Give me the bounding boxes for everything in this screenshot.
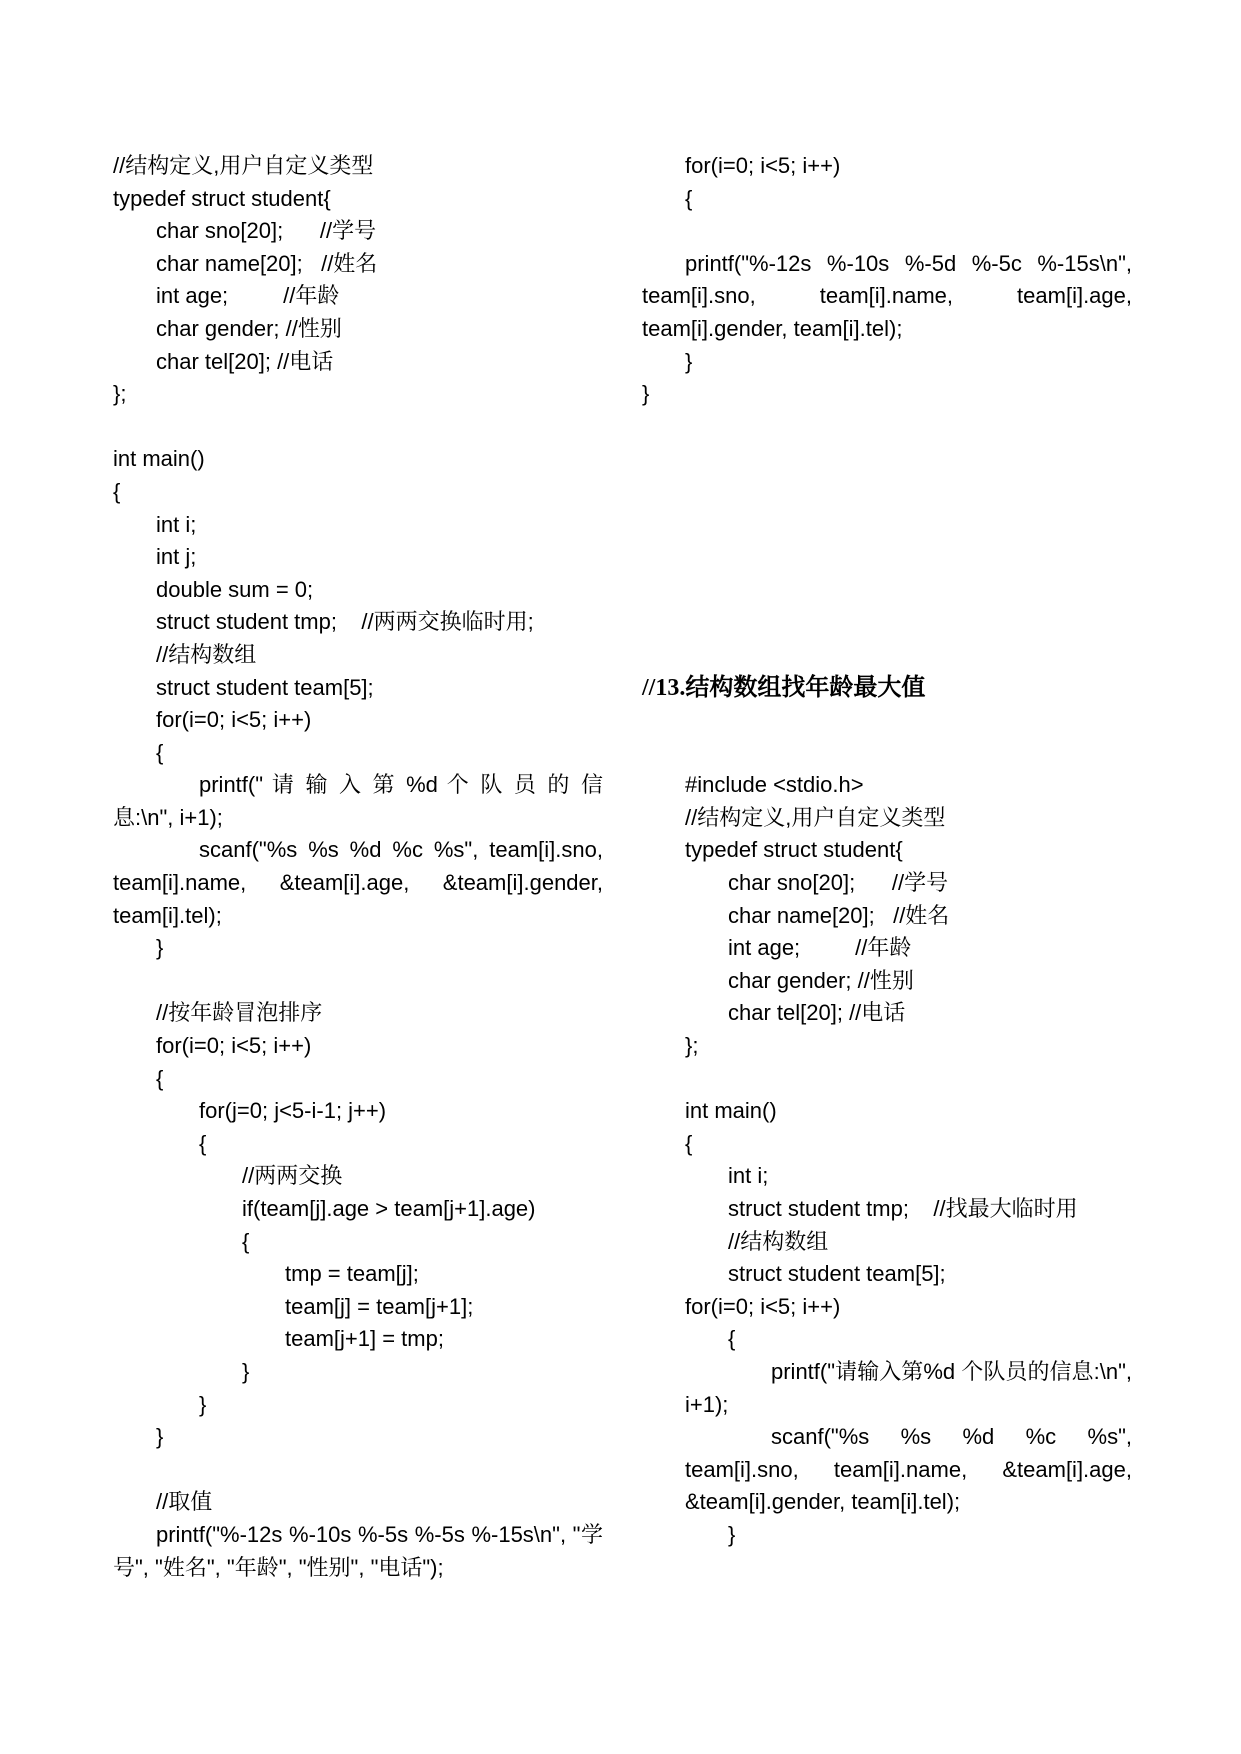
code-line: //按年龄冒泡排序	[156, 1000, 323, 1026]
code-line: printf(" 请 输 入 第 %d 个 队 员 的 信息:\n", i+1);	[113, 772, 603, 830]
code-line: {	[685, 185, 693, 211]
code-line: {	[685, 1130, 693, 1156]
code-line: team[j+1] = tmp;	[285, 1326, 444, 1352]
code-line: //结构定义,用户自定义类型	[113, 153, 374, 178]
blank-line	[642, 1063, 1132, 1096]
code-line: double sum = 0;	[156, 576, 314, 602]
code-line: int age; //年龄	[156, 283, 340, 309]
code-line: char sno[20]; //学号	[728, 870, 949, 896]
code-line: struct student tmp; //找最大临时用	[728, 1196, 1078, 1221]
code-line: int i;	[728, 1163, 769, 1189]
code-line: char name[20]; //姓名	[728, 902, 950, 928]
code-line: //取值	[156, 1489, 213, 1515]
blank-line	[642, 509, 1132, 542]
blank-line	[642, 574, 1132, 607]
code-line: char tel[20]; //电话	[728, 1000, 906, 1026]
code-line: char sno[20]; //学号	[156, 218, 377, 244]
code-line: struct student tmp; //两两交换临时用;	[156, 609, 534, 635]
code-line: char gender; //性别	[728, 967, 914, 993]
code-line: scanf("%s %s %d %c %s", team[i].sno, team[i].name, &team[i].age, &team[i].gender, team[i].tel);	[685, 1424, 1132, 1515]
code-line: {	[728, 1326, 736, 1352]
blank-line	[113, 965, 603, 998]
blank-line	[113, 1454, 603, 1487]
section-heading: //13.结构数组找年龄最大值	[642, 674, 926, 701]
blank-line	[642, 215, 1132, 248]
code-line: //结构数组	[728, 1228, 829, 1254]
code-line: {	[242, 1228, 250, 1254]
code-line: for(i=0; i<5; i++)	[156, 1033, 312, 1059]
code-line: team[j] = team[j+1];	[285, 1293, 474, 1319]
code-line: if(team[j].age > team[j+1].age)	[242, 1196, 536, 1221]
blank-line	[642, 541, 1132, 574]
code-line: struct student team[5];	[728, 1261, 946, 1287]
blank-line	[113, 411, 603, 444]
blank-line	[642, 443, 1132, 476]
code-line: }	[156, 935, 164, 961]
blank-line	[642, 704, 1132, 737]
code-line: scanf("%s %s %d %c %s", team[i].sno, team[i].name, &team[i].age, &team[i].gender, team[i].tel);	[113, 837, 603, 928]
code-line: char name[20]; //姓名	[156, 250, 378, 276]
code-line: }	[199, 1391, 207, 1417]
code-line: for(i=0; i<5; i++)	[685, 153, 841, 178]
code-line: }	[685, 348, 693, 374]
right-code-column	[642, 150, 1132, 1552]
code-line: {	[156, 1065, 164, 1091]
code-line: //结构定义,用户自定义类型	[685, 804, 946, 830]
blank-line	[642, 639, 1132, 672]
code-line: int age; //年龄	[728, 935, 912, 961]
blank-line	[642, 476, 1132, 509]
code-line: }	[156, 1424, 164, 1450]
code-line: int i;	[156, 511, 197, 537]
code-line: typedef struct student{	[685, 837, 903, 863]
code-line: for(i=0; i<5; i++)	[685, 1293, 841, 1319]
blank-line	[642, 411, 1132, 444]
code-line: for(i=0; i<5; i++)	[156, 707, 312, 733]
code-line: int main()	[685, 1098, 777, 1124]
code-line: int main()	[113, 446, 205, 472]
code-line: char gender; //性别	[156, 315, 342, 341]
code-line: printf("请输入第%d 个队员的信息:\n", i+1);	[685, 1358, 1132, 1417]
code-line: typedef struct student{	[113, 185, 331, 211]
code-line: //两两交换	[242, 1163, 343, 1189]
blank-line	[642, 606, 1132, 639]
code-line: {	[156, 739, 164, 765]
code-line: };	[113, 381, 127, 407]
code-line: };	[685, 1033, 699, 1059]
code-line: }	[642, 381, 650, 407]
code-line: }	[242, 1358, 250, 1384]
code-line: {	[113, 478, 121, 504]
code-line: printf("%-12s %-10s %-5s %-5s %-15s\n", "学号", "姓名", "年龄", "性别", "电话");	[113, 1521, 603, 1580]
code-line: for(j=0; j<5-i-1; j++)	[199, 1098, 387, 1124]
code-line: tmp = team[j];	[285, 1261, 419, 1287]
code-line: struct student team[5];	[156, 674, 374, 700]
blank-line	[642, 737, 1132, 770]
code-line: {	[199, 1130, 207, 1156]
left-code-column	[113, 150, 603, 1584]
code-line: #include <stdio.h>	[685, 772, 864, 798]
code-line: int j;	[156, 544, 197, 570]
code-line: }	[728, 1521, 736, 1547]
code-line: printf("%-12s %-10s %-5d %-5c %-15s\n", team[i].sno, team[i].name, team[i].age, team[i].gender, team[i].tel);	[642, 250, 1132, 341]
code-line: //结构数组	[156, 641, 257, 667]
code-line: char tel[20]; //电话	[156, 348, 334, 374]
